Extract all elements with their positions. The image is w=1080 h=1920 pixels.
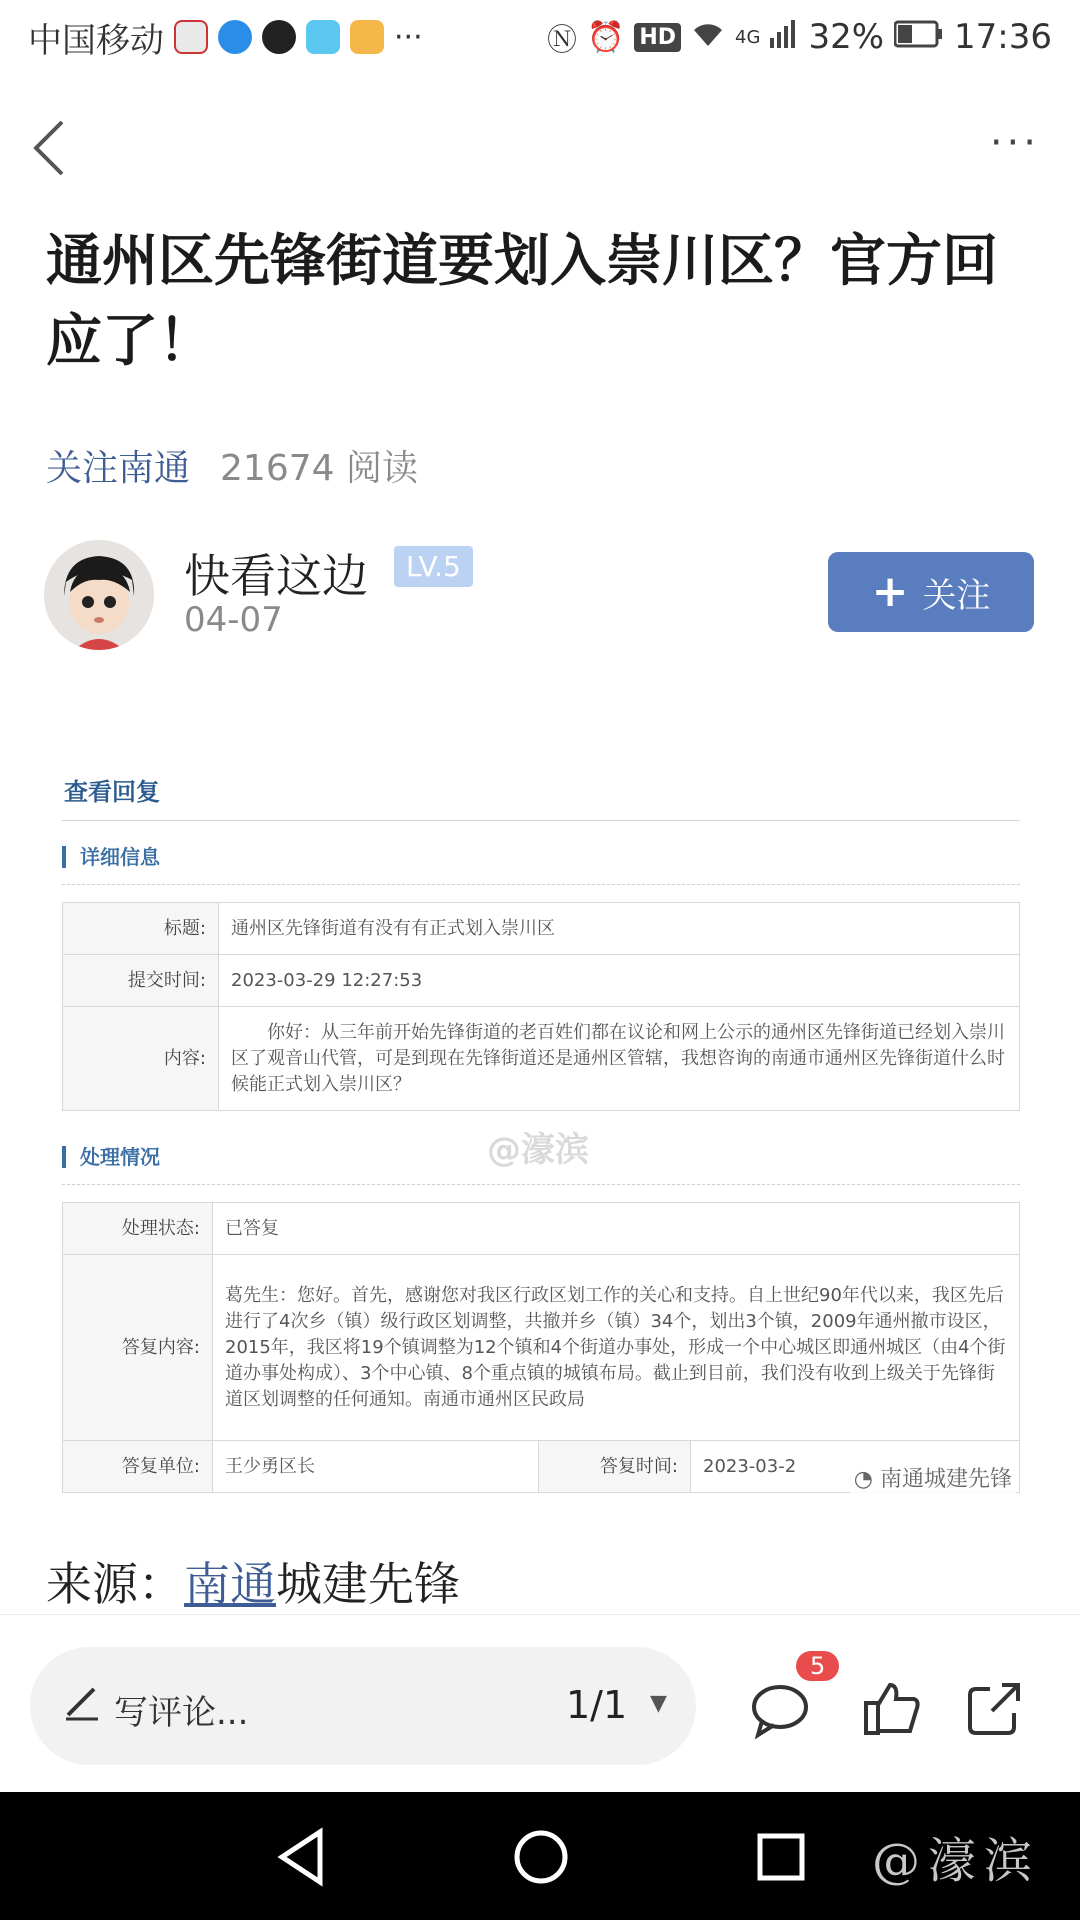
like-icon[interactable]	[860, 1677, 924, 1741]
sf-express-icon	[174, 20, 208, 54]
more-options-icon[interactable]: ···	[989, 120, 1040, 166]
alipay-icon	[218, 20, 252, 54]
plus-icon: +	[871, 566, 909, 617]
embed-header: 查看回复	[64, 778, 160, 806]
share-icon[interactable]	[962, 1677, 1026, 1741]
author-name[interactable]: 快看这边	[184, 549, 368, 603]
row-value: 2023-03-2	[691, 1441, 1020, 1493]
nav-watermark: @濠滨	[871, 1833, 1040, 1889]
source-suffix: 城建先锋	[276, 1557, 460, 1611]
divider	[62, 820, 1020, 821]
row-value: 已答复	[213, 1203, 1020, 1255]
back-triangle-icon[interactable]	[268, 1822, 338, 1892]
overflow-notifications-icon: ···	[394, 19, 423, 55]
row-value: 葛先生：您好。首先，感谢您对我区行政区划工作的关心和支持。自上世纪90年代以来，我区先后进行了4次乡（镇）级行政区划调整，共撤并乡（镇）34个，划出3个镇，2009年通州撤市设区，2015年，我区将19个镇调整为12个镇和4个街道办事处，形成一个中心城区即通州城区（由4个街道办事处构成）、3个中心镇、8个重点镇的城镇布局。截止到目前，我们没有收到上级关于先锋街道区划调整的任何通知。南通市通州区民政局	[213, 1255, 1020, 1441]
level-badge: LV.5	[394, 546, 473, 587]
row-value: 你好：从三年前开始先锋街道的老百姓们都在议论和网上公示的通州区先锋街道已经划入崇川区了观音山代管，可是到现在先锋街道还是通州区管辖，我想咨询的南通市通州区先锋街道什么时候能正式划入崇川区？	[219, 1007, 1020, 1111]
signal-icon	[770, 17, 798, 57]
page-indicator[interactable]: 1/1	[566, 1683, 628, 1727]
source-link[interactable]: 南通	[184, 1557, 276, 1611]
back-icon[interactable]	[30, 118, 70, 188]
home-circle-icon[interactable]	[506, 1822, 576, 1892]
alarm-icon: ⏰	[586, 19, 625, 55]
comment-icon[interactable]	[748, 1677, 812, 1741]
row-value: 通州区先锋街道有没有有正式划入崇川区	[219, 903, 1020, 955]
wechat-watermark: ◔ 南通城建先锋	[850, 1460, 1016, 1495]
row-label: 提交时间:	[63, 955, 219, 1007]
divider	[62, 1184, 1020, 1185]
row-label: 答复单位:	[63, 1441, 213, 1493]
row-label: 标题:	[63, 903, 219, 955]
battery-icon	[894, 17, 944, 57]
hd-badge: HD	[634, 23, 681, 52]
row-label: 处理状态:	[63, 1203, 213, 1255]
read-count: 21674 阅读	[220, 448, 418, 489]
comment-count-badge: 5	[796, 1651, 839, 1681]
carrier-name: 中国移动	[28, 20, 164, 61]
top-nav	[0, 100, 1080, 190]
tiktok-icon	[262, 20, 296, 54]
clock: 17:36	[954, 17, 1052, 57]
row-label: 答复内容:	[63, 1255, 213, 1441]
source-line	[46, 1548, 460, 1614]
row-label: 答复时间:	[539, 1441, 691, 1493]
comment-placeholder: 写评论...	[114, 1693, 249, 1733]
follow-button[interactable]	[828, 552, 1034, 632]
reader-icon	[306, 20, 340, 54]
system-nav-bar	[0, 1792, 1080, 1920]
author-row	[44, 540, 1034, 650]
section-process-heading: 处理情况	[62, 1146, 160, 1168]
network-type: 4G	[735, 26, 761, 48]
table-row	[63, 1255, 1020, 1441]
row-value: 王少勇区长	[213, 1441, 539, 1493]
row-label: 内容:	[63, 1007, 219, 1111]
status-bar	[0, 0, 1080, 74]
source-prefix: 来源：	[46, 1557, 184, 1611]
notes-icon	[350, 20, 384, 54]
divider	[62, 884, 1020, 885]
table-row	[63, 1203, 1020, 1255]
follow-label: 关注	[922, 575, 991, 616]
section-detail-heading: 详细信息	[62, 846, 160, 868]
image-watermark: @濠滨	[487, 1130, 589, 1170]
recents-square-icon[interactable]	[746, 1822, 816, 1892]
wifi-icon	[691, 18, 725, 56]
article-meta	[46, 440, 418, 491]
table-row	[63, 903, 1020, 955]
article-title: 通州区先锋街道要划入崇川区？官方回应了！	[46, 229, 998, 374]
chevron-down-icon[interactable]: ▼	[650, 1691, 667, 1716]
wechat-icon: ◔	[853, 1467, 880, 1492]
process-table	[62, 1202, 1020, 1493]
publish-date: 04-07	[184, 600, 283, 640]
table-row	[63, 1007, 1020, 1111]
avatar[interactable]	[44, 540, 154, 650]
bottom-action-bar	[0, 1614, 1080, 1792]
reply-screenshot[interactable]	[62, 760, 1022, 1496]
row-value: 2023-03-29 12:27:53	[219, 955, 1020, 1007]
battery-percent: 32%	[808, 17, 885, 57]
source-tag-link[interactable]: 关注南通	[46, 448, 191, 489]
pen-icon	[62, 1681, 102, 1731]
nfc-icon: Ⓝ	[546, 23, 577, 58]
comment-input[interactable]	[30, 1647, 696, 1765]
detail-table	[62, 902, 1020, 1111]
table-row	[63, 955, 1020, 1007]
